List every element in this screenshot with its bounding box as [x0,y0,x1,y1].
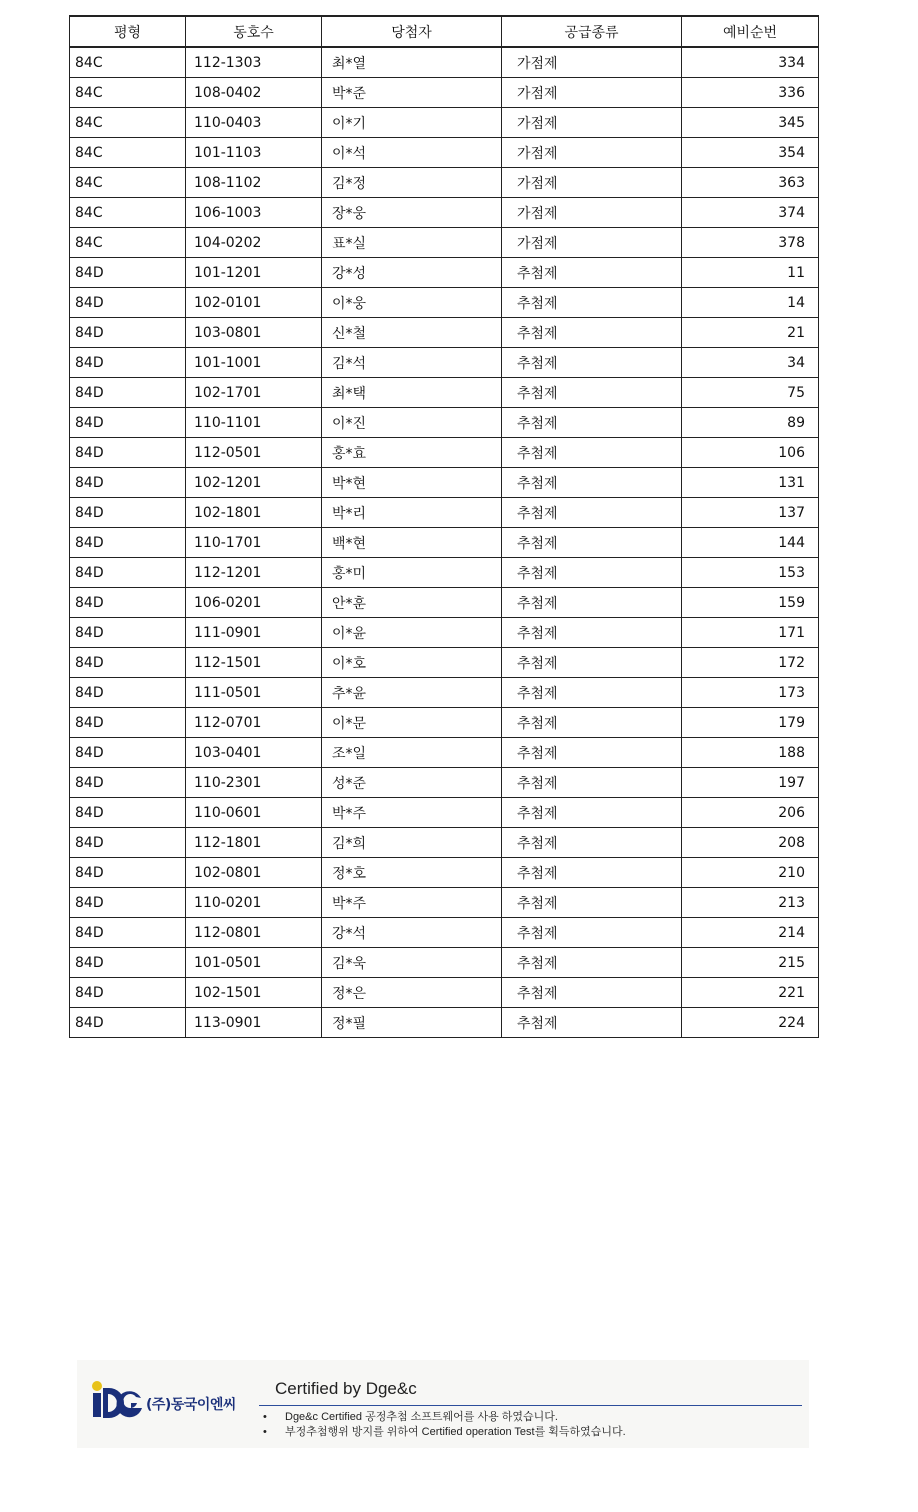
cell-reserve-rank: 179 [682,708,819,738]
cell-reserve-rank: 173 [682,678,819,708]
cell-unit-type: 84C [70,78,186,108]
table-body [70,47,819,1038]
cell-reserve-rank: 14 [682,288,819,318]
cell-unit-type: 84D [70,588,186,618]
cell-unit-number: 102-1801 [186,498,322,528]
table-row [70,228,819,258]
cell-unit-number: 110-0403 [186,108,322,138]
cell-supply-type: 가점제 [502,108,682,138]
cell-unit-number: 108-0402 [186,78,322,108]
cell-winner: 박*준 [322,78,502,108]
cell-supply-type: 가점제 [502,138,682,168]
cell-reserve-rank: 221 [682,978,819,1008]
cell-reserve-rank: 75 [682,378,819,408]
cell-supply-type: 추첨제 [502,888,682,918]
cell-reserve-rank: 210 [682,858,819,888]
cell-supply-type: 가점제 [502,78,682,108]
cell-winner: 정*필 [322,1008,502,1038]
cell-unit-number: 110-2301 [186,768,322,798]
cell-supply-type: 추첨제 [502,828,682,858]
cell-winner: 박*현 [322,468,502,498]
cell-unit-number: 111-0501 [186,678,322,708]
table-row [70,948,819,978]
cell-unit-number: 101-1001 [186,348,322,378]
cell-reserve-rank: 21 [682,318,819,348]
table-row [70,168,819,198]
table-row [70,678,819,708]
cell-supply-type: 추첨제 [502,678,682,708]
dg-logo-icon [89,1380,145,1420]
cell-winner: 김*정 [322,168,502,198]
divider [259,1405,802,1406]
cell-unit-type: 84C [70,108,186,138]
cell-unit-number: 102-1201 [186,468,322,498]
certification-footer [77,1360,809,1448]
cell-unit-type: 84D [70,558,186,588]
cell-unit-number: 108-1102 [186,168,322,198]
table-row [70,858,819,888]
table-row [70,648,819,678]
cell-winner: 이*기 [322,108,502,138]
cell-supply-type: 추첨제 [502,378,682,408]
header-winner: 당첨자 [322,16,502,47]
cell-winner: 추*윤 [322,678,502,708]
cell-winner: 최*열 [322,47,502,78]
cell-supply-type: 추첨제 [502,498,682,528]
bullet-icon: • [263,1411,267,1423]
cell-winner: 안*훈 [322,588,502,618]
cell-winner: 장*웅 [322,198,502,228]
cell-unit-number: 112-1501 [186,648,322,678]
cell-winner: 강*성 [322,258,502,288]
cell-unit-type: 84D [70,1008,186,1038]
table-row [70,828,819,858]
cell-reserve-rank: 334 [682,47,819,78]
cell-unit-number: 110-0601 [186,798,322,828]
cell-winner: 정*은 [322,978,502,1008]
cell-reserve-rank: 336 [682,78,819,108]
table-row [70,768,819,798]
cell-supply-type: 추첨제 [502,708,682,738]
cell-supply-type: 추첨제 [502,408,682,438]
cell-unit-type: 84D [70,528,186,558]
table-row [70,288,819,318]
cell-winner: 이*석 [322,138,502,168]
cell-winner: 이*윤 [322,618,502,648]
table-row [70,558,819,588]
cell-reserve-rank: 89 [682,408,819,438]
cell-supply-type: 추첨제 [502,348,682,378]
cell-unit-number: 112-1801 [186,828,322,858]
cell-supply-type: 추첨제 [502,768,682,798]
table-row [70,588,819,618]
cell-unit-number: 106-1003 [186,198,322,228]
cell-reserve-rank: 378 [682,228,819,258]
cell-unit-type: 84C [70,168,186,198]
cell-unit-number: 102-1501 [186,978,322,1008]
cell-unit-number: 103-0801 [186,318,322,348]
cell-winner: 백*현 [322,528,502,558]
cell-unit-type: 84D [70,258,186,288]
cell-reserve-rank: 214 [682,918,819,948]
table-row [70,618,819,648]
cell-reserve-rank: 374 [682,198,819,228]
table-row [70,528,819,558]
table-row [70,138,819,168]
bullet-icon: • [263,1426,267,1438]
cell-unit-type: 84D [70,318,186,348]
table-row [70,318,819,348]
cell-unit-number: 111-0901 [186,618,322,648]
cell-reserve-rank: 171 [682,618,819,648]
cell-reserve-rank: 188 [682,738,819,768]
cell-reserve-rank: 11 [682,258,819,288]
note-text: 부정추첨행위 방지를 위하여 Certified operation Test를 획득하였습니다. [285,1426,626,1438]
cell-supply-type: 추첨제 [502,528,682,558]
table-row [70,348,819,378]
cell-winner: 이*진 [322,408,502,438]
cell-supply-type: 추첨제 [502,468,682,498]
cell-reserve-rank: 106 [682,438,819,468]
certification-notes [263,1410,626,1440]
cell-winner: 강*석 [322,918,502,948]
cell-unit-number: 104-0202 [186,228,322,258]
cell-unit-type: 84D [70,858,186,888]
cell-unit-number: 101-0501 [186,948,322,978]
cell-unit-type: 84D [70,438,186,468]
cell-winner: 박*주 [322,888,502,918]
cell-unit-type: 84D [70,768,186,798]
header-unit-number: 동호수 [186,16,322,47]
cell-supply-type: 추첨제 [502,858,682,888]
cell-supply-type: 가점제 [502,168,682,198]
cell-winner: 정*호 [322,858,502,888]
table-row [70,108,819,138]
cell-winner: 조*일 [322,738,502,768]
cell-unit-number: 103-0401 [186,738,322,768]
cell-reserve-rank: 131 [682,468,819,498]
cell-supply-type: 가점제 [502,198,682,228]
results-table [69,15,819,1038]
table-row [70,258,819,288]
cell-reserve-rank: 34 [682,348,819,378]
table-row [70,468,819,498]
table-row [70,408,819,438]
note-item [263,1410,626,1425]
cell-reserve-rank: 153 [682,558,819,588]
cell-reserve-rank: 224 [682,1008,819,1038]
cell-unit-type: 84D [70,618,186,648]
cell-unit-type: 84C [70,198,186,228]
cell-winner: 이*웅 [322,288,502,318]
cell-reserve-rank: 159 [682,588,819,618]
cell-unit-number: 112-1303 [186,47,322,78]
cell-reserve-rank: 354 [682,138,819,168]
cell-unit-type: 84D [70,348,186,378]
cell-unit-type: 84D [70,468,186,498]
cell-winner: 김*석 [322,348,502,378]
note-item [263,1425,626,1440]
header-supply-type: 공급종류 [502,16,682,47]
cell-unit-type: 84D [70,378,186,408]
table-row [70,888,819,918]
table-row [70,738,819,768]
cell-supply-type: 추첨제 [502,1008,682,1038]
cell-reserve-rank: 206 [682,798,819,828]
cell-reserve-rank: 137 [682,498,819,528]
cell-unit-number: 102-0801 [186,858,322,888]
cell-unit-number: 112-1201 [186,558,322,588]
cell-reserve-rank: 172 [682,648,819,678]
cell-unit-number: 112-0501 [186,438,322,468]
cell-winner: 신*철 [322,318,502,348]
cell-supply-type: 추첨제 [502,738,682,768]
cell-unit-type: 84D [70,498,186,528]
cell-supply-type: 추첨제 [502,318,682,348]
cell-reserve-rank: 213 [682,888,819,918]
table-row [70,708,819,738]
cell-unit-number: 110-1101 [186,408,322,438]
table-row [70,498,819,528]
cell-unit-type: 84D [70,408,186,438]
cell-reserve-rank: 144 [682,528,819,558]
cell-unit-type: 84D [70,708,186,738]
table-row [70,47,819,78]
cell-unit-number: 101-1103 [186,138,322,168]
cell-reserve-rank: 208 [682,828,819,858]
cell-supply-type: 추첨제 [502,918,682,948]
cell-winner: 박*주 [322,798,502,828]
cell-unit-type: 84D [70,288,186,318]
cell-unit-type: 84D [70,648,186,678]
table-row [70,438,819,468]
cell-supply-type: 가점제 [502,228,682,258]
cell-winner: 성*준 [322,768,502,798]
cell-winner: 홍*효 [322,438,502,468]
cell-unit-type: 84D [70,678,186,708]
cell-unit-type: 84C [70,47,186,78]
cell-unit-type: 84D [70,948,186,978]
cell-supply-type: 추첨제 [502,978,682,1008]
cell-supply-type: 추첨제 [502,558,682,588]
cell-unit-type: 84D [70,978,186,1008]
certified-title: Certified by Dge&c [275,1379,417,1398]
cell-unit-number: 110-1701 [186,528,322,558]
cell-unit-type: 84D [70,798,186,828]
cell-supply-type: 추첨제 [502,648,682,678]
company-logo [89,1380,239,1424]
table-row [70,918,819,948]
table-row [70,978,819,1008]
table-row [70,798,819,828]
cell-unit-type: 84D [70,888,186,918]
cell-winner: 최*택 [322,378,502,408]
cell-supply-type: 추첨제 [502,438,682,468]
header-reserve-rank: 예비순번 [682,16,819,47]
table-row [70,1008,819,1038]
cell-reserve-rank: 197 [682,768,819,798]
cell-winner: 박*리 [322,498,502,528]
cell-reserve-rank: 345 [682,108,819,138]
note-text: Dge&c Certified 공정추첨 소프트웨어를 사용 하였습니다. [285,1411,558,1423]
cell-unit-number: 112-0701 [186,708,322,738]
cell-winner: 표*실 [322,228,502,258]
cell-unit-number: 112-0801 [186,918,322,948]
cell-unit-type: 84D [70,828,186,858]
cell-unit-type: 84C [70,138,186,168]
cell-supply-type: 가점제 [502,47,682,78]
cell-supply-type: 추첨제 [502,258,682,288]
cell-winner: 이*호 [322,648,502,678]
cell-unit-number: 110-0201 [186,888,322,918]
table-header-row [70,16,819,47]
cell-supply-type: 추첨제 [502,618,682,648]
cell-supply-type: 추첨제 [502,798,682,828]
table-row [70,198,819,228]
cell-supply-type: 추첨제 [502,588,682,618]
table-row [70,378,819,408]
cell-winner: 홍*미 [322,558,502,588]
cell-unit-number: 101-1201 [186,258,322,288]
company-name: (주)동국이엔씨 [146,1397,236,1413]
cell-unit-number: 113-0901 [186,1008,322,1038]
cell-unit-number: 102-1701 [186,378,322,408]
cell-winner: 이*문 [322,708,502,738]
table-row [70,78,819,108]
header-unit-type: 평형 [70,16,186,47]
cell-winner: 김*욱 [322,948,502,978]
cell-reserve-rank: 363 [682,168,819,198]
cell-unit-type: 84D [70,738,186,768]
cell-unit-type: 84C [70,228,186,258]
cell-reserve-rank: 215 [682,948,819,978]
cell-supply-type: 추첨제 [502,948,682,978]
cell-unit-number: 102-0101 [186,288,322,318]
cell-unit-number: 106-0201 [186,588,322,618]
cell-winner: 김*희 [322,828,502,858]
cell-unit-type: 84D [70,918,186,948]
cell-supply-type: 추첨제 [502,288,682,318]
